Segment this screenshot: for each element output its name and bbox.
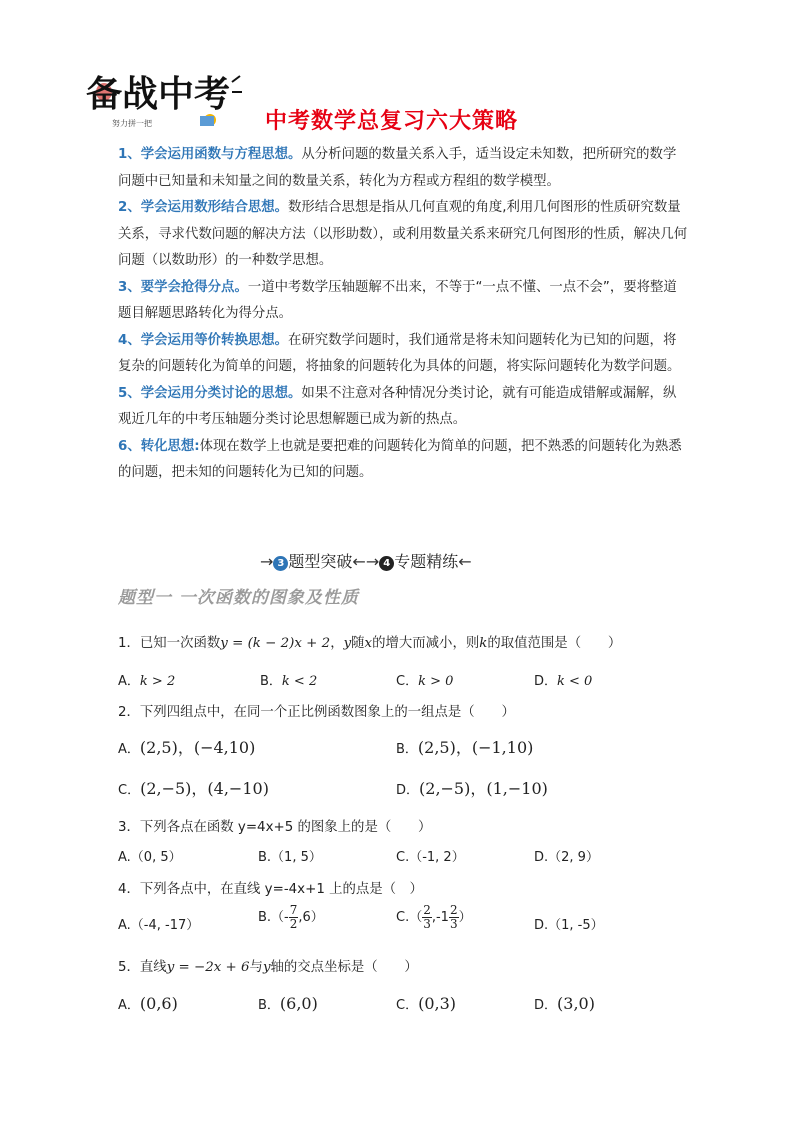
q5-option-d: D．(3,0) [534,994,595,1013]
number-badge-3: 3 [273,556,288,571]
strategies-list [118,142,688,487]
q2-option-b: B．(2,5)，(−1,10) [396,738,534,757]
logo-sub-text: 努力拼一把 [112,119,152,128]
q4-option-a: A.（-4, -17） [118,918,200,933]
formula: y = −2x + 6 [166,960,250,975]
q1-option-c: C．k > 0 [396,674,454,689]
q5-option-a: A．(0,6) [118,994,178,1013]
number-badge-4: 4 [379,556,394,571]
fraction: $\frac{7}{2}$ [289,903,298,931]
q4-option-b: B.（- $\frac{7}{2}$ ,6） [258,903,324,931]
q5-option-c: C．(0,3) [396,994,457,1013]
q2-option-d: D．(2,−5)，(1,−10) [396,779,548,798]
q1-option-a: A．k > 2 [118,674,176,689]
logo-main-text: 备战中考 [86,74,231,115]
strategy-item: 2、学会运用数形结合思想。数形结合思想是指从几何直观的角度,利用几何图形的性质研究数量关系，寻求代数问题的解决方法（以形助数），或利用数量关系来研究几何图形的性质，解决几何问题（以数助形）的一种数学思想。 [118,200,688,268]
q4-option-d: D.（1, -5） [534,918,604,933]
q3-option-b: B.（1, 5） [258,850,322,865]
strategy-item: 5、学会运用分类讨论的思想。如果不注意对各种情况分类讨论，就有可能造成错解或漏解，纵观近几年的中考压轴题分类讨论思想解题已成为新的热点。 [118,385,677,427]
question-1: 1．已知一次函数y = (k − 2)x + 2，y随x的增大而减小，则k的取值范围是（ ） [118,636,622,651]
strategy-item: 6、转化思想:体现在数学上也就是要把难的问题转化为简单的问题，把不熟悉的问题转化为熟悉的问题，把未知的问题转化为已知的问题。 [118,438,682,480]
q1-option-b: B．k < 2 [260,674,318,689]
section-title: 题型一 一次函数的图象及性质 [118,588,359,608]
q3-option-c: C.（-1, 2） [396,850,465,865]
q2-option-c: C．(2,−5)，(4,−10) [118,779,269,798]
question-5: 5．直线y = −2x + 6与y轴的交点坐标是（ ） [118,960,418,975]
strategy-item: 3、要学会抢得分点。一道中考数学压轴题解不出来，不等于“一点不懂、一点不会”，要将整道题目解题思路转化为得分点。 [118,279,677,321]
divider-label-2: 专题精练 [394,552,459,571]
formula: y = (k − 2)x + 2 [220,636,331,651]
divider-label-1: 题型突破 [288,552,353,571]
strategy-item: 4、学会运用等价转换思想。在研究数学问题时，我们通常是将未知问题转化为已知的问题，将复杂的问题转化为简单的问题，将抽象的问题转化为具体的问题，将实际问题转化为数学问题。 [118,332,681,374]
question-2: 2．下列四组点中，在同一个正比例函数图象上的一组点是（ ） [118,705,515,720]
q1-option-d: D．k < 0 [534,674,593,689]
question-3: 3．下列各点在函数 y=4x+5 的图象上的是（ ） [118,820,432,835]
question-4: 4．下列各点中，在直线 y=-4x+1 上的点是（ ） [118,882,423,897]
q2-option-a: A．(2,5)，(−4,10) [118,738,256,757]
fraction: $\frac{2}{3}$ [423,903,431,931]
strategy-item: 1、学会运用函数与方程思想。从分析问题的数量关系入手，适当设定未知数，把所研究的数学问题中已知量和未知量之间的数量关系，转化为方程或方程组的数学模型。 [118,147,677,189]
page-title: 中考数学总复习六大策略 [265,109,519,134]
q5-option-b: B．(6,0) [258,994,318,1013]
q3-option-d: D.（2, 9） [534,850,599,865]
section-divider: → 3 题型突破←→ 4 专题精练← [260,552,472,571]
q3-option-a: A.（0, 5） [118,850,182,865]
logo [82,62,247,132]
q4-option-c: C.（ $\frac{2}{3}$ ,-1 $\frac{2}{3}$ ） [396,903,472,931]
fraction: $\frac{2}{3}$ [449,903,458,931]
